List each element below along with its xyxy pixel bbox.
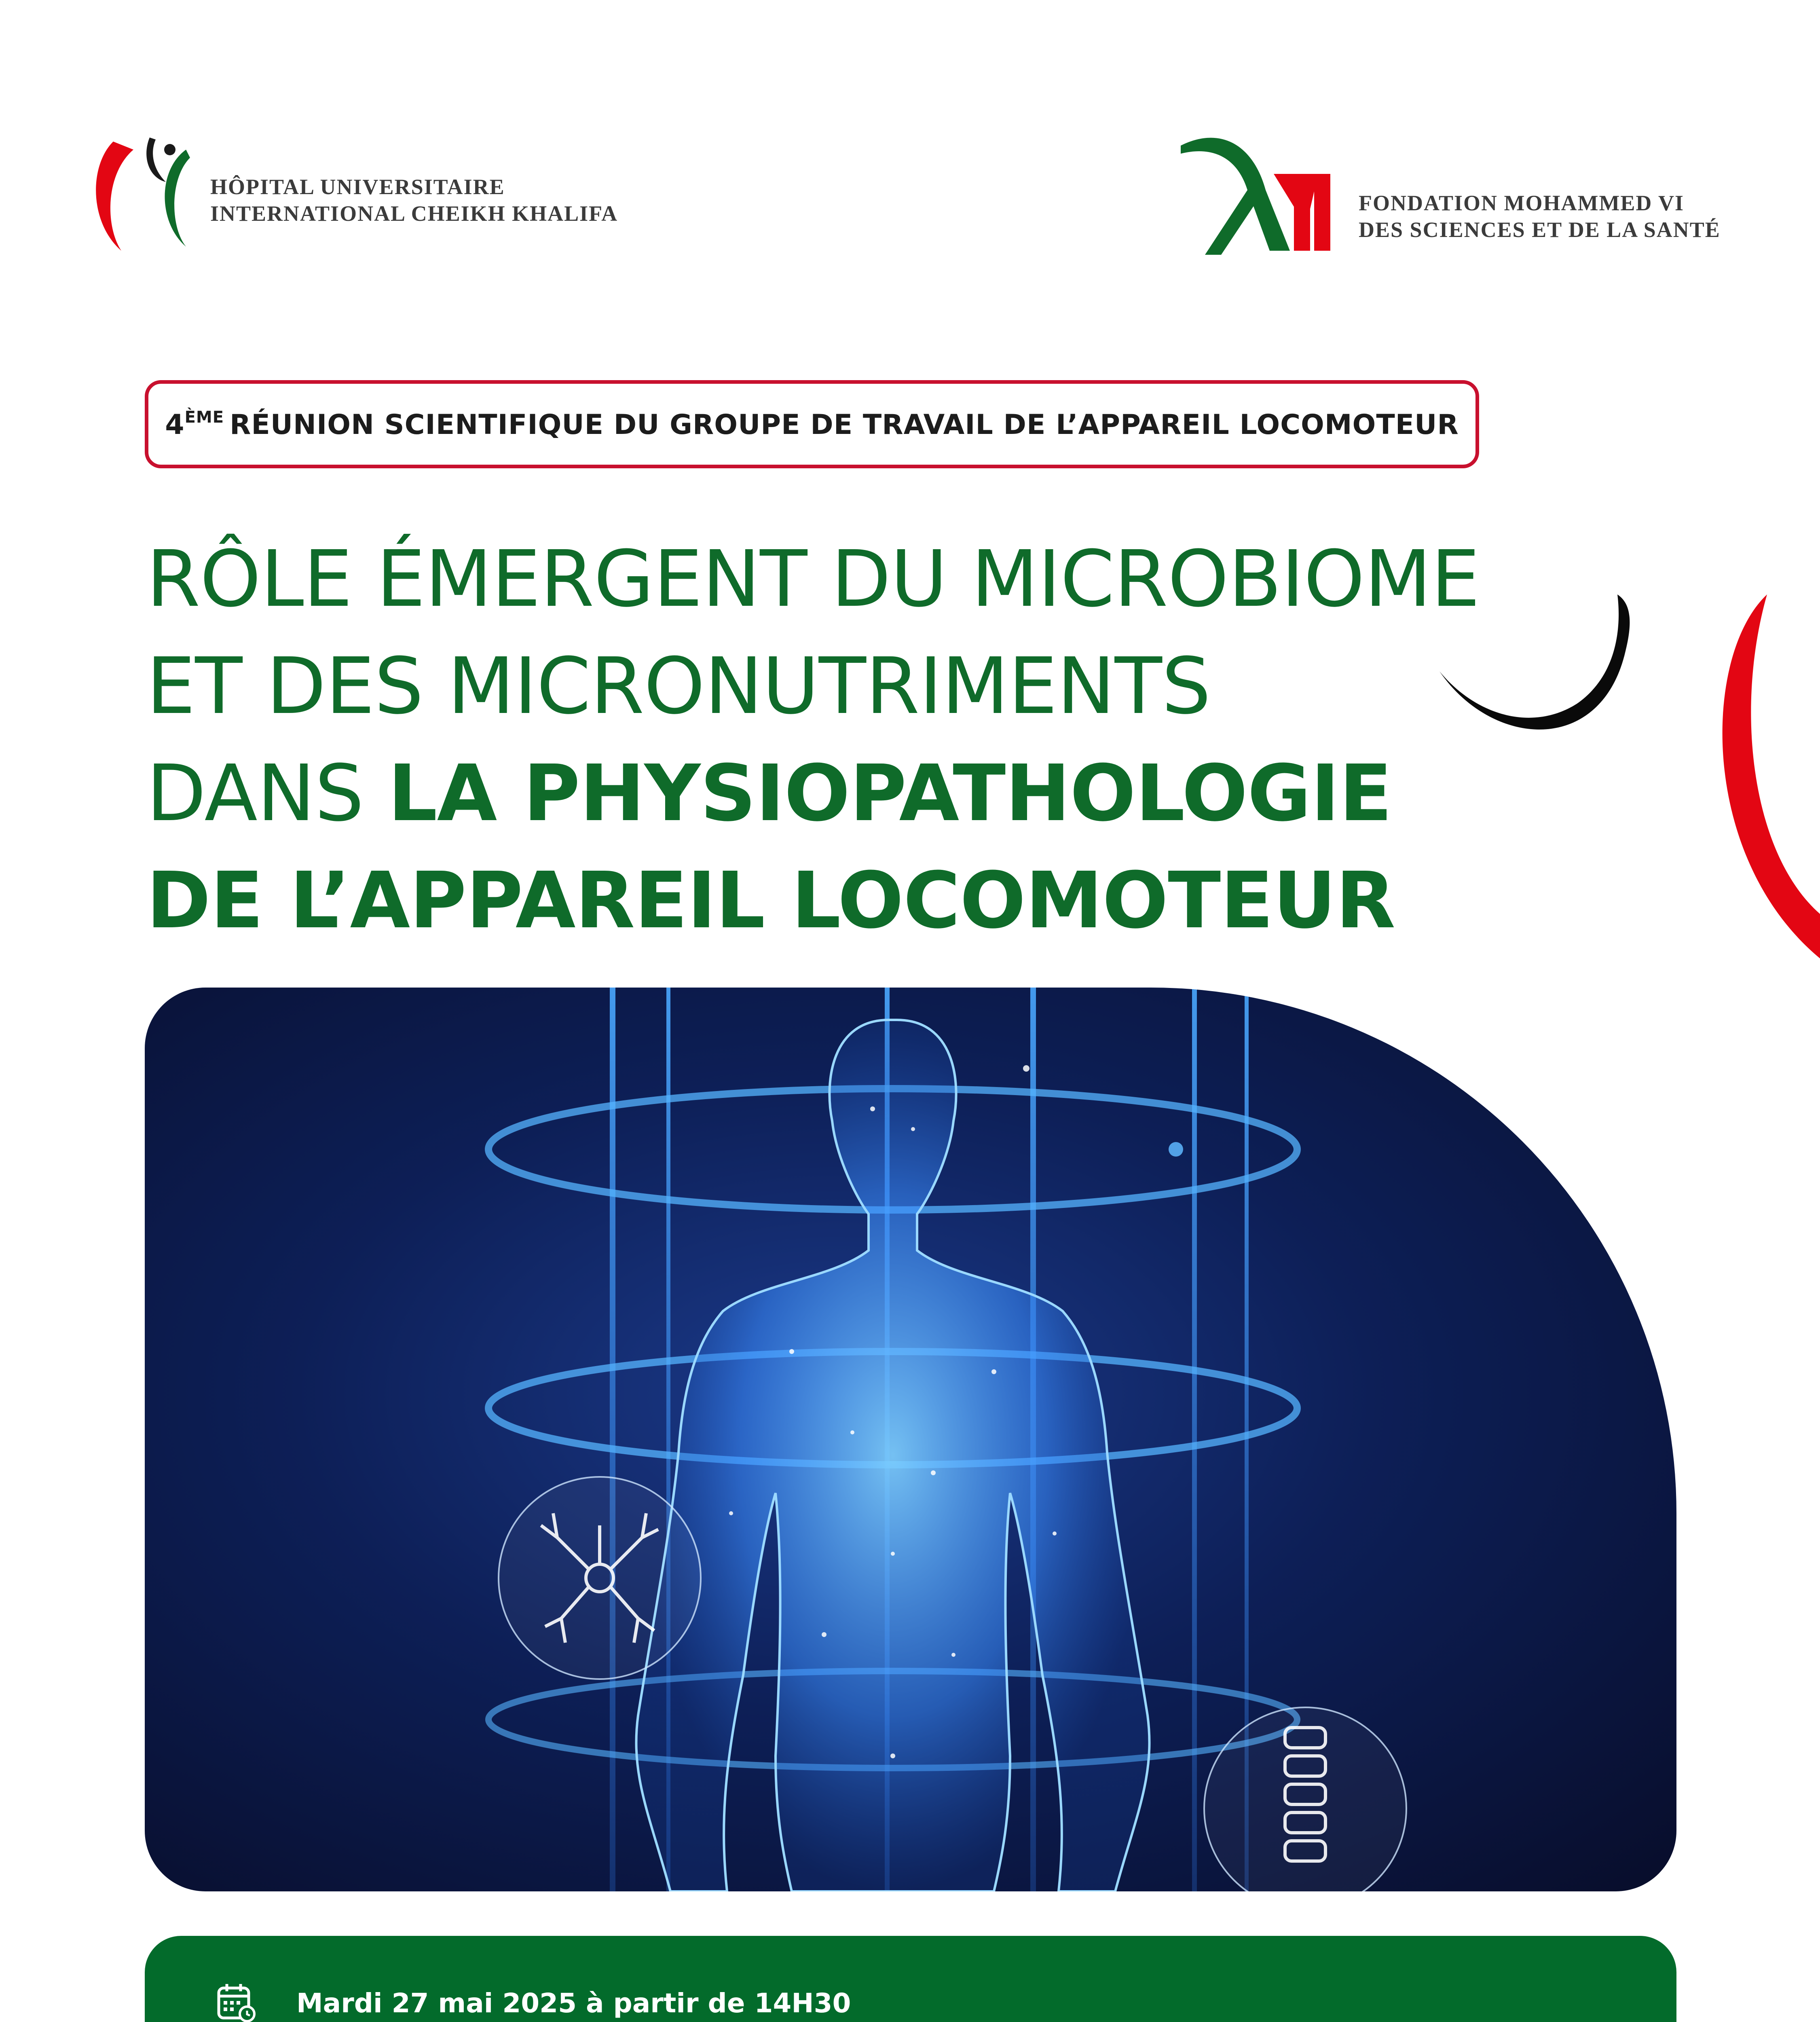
hck-logo-line1: HÔPITAL UNIVERSITAIRE bbox=[210, 175, 505, 199]
event-date: Mardi 27 mai 2025 à partir de 14H30 bbox=[296, 1988, 851, 2019]
meeting-badge bbox=[145, 380, 1479, 468]
hck-logo-line2: INTERNATIONAL CHEIKH KHALIFA bbox=[210, 201, 618, 226]
hck-logo-icon bbox=[89, 133, 194, 255]
event-info-panel bbox=[145, 1936, 1676, 2022]
hck-logo bbox=[89, 133, 655, 255]
page-title bbox=[146, 526, 1480, 954]
badge-text: 4ÈME RÉUNION SCIENTIFIQUE DU GROUPE DE TRAVAIL DE L’APPAREIL LOCOMOTEUR bbox=[165, 408, 1459, 441]
title-line-3-thin: DANS bbox=[146, 749, 388, 839]
fm6ss-logo-line1: FONDATION MOHAMMED VI bbox=[1359, 191, 1684, 215]
title-line-3-bold: LA PHYSIOPATHOLOGIE bbox=[388, 749, 1392, 839]
title-line-1: RÔLE ÉMERGENT DU MICROBIOME bbox=[146, 534, 1480, 624]
hero-image bbox=[145, 988, 1676, 1891]
calendar-icon bbox=[216, 1982, 256, 2022]
red-crescent-decoration bbox=[1694, 594, 1820, 958]
title-line-4: DE L’APPAREIL LOCOMOTEUR bbox=[146, 856, 1395, 946]
human-body-illustration bbox=[145, 988, 1676, 1891]
fm6ss-logo-icon bbox=[1173, 129, 1342, 259]
fm6ss-logo-line2: DES SCIENCES ET DE LA SANTÉ bbox=[1359, 217, 1721, 242]
fm6ss-logo bbox=[1173, 129, 1759, 259]
title-line-2: ET DES MICRONUTRIMENTS bbox=[146, 641, 1211, 732]
